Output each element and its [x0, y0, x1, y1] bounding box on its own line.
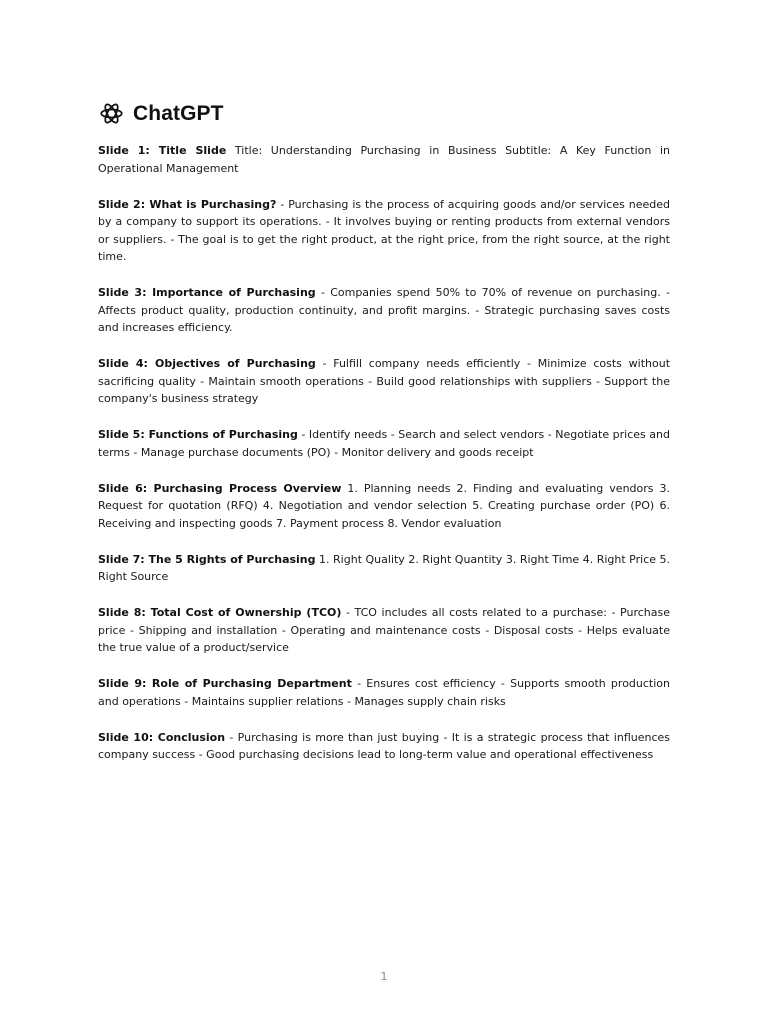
slide-text: - Fulfill company needs efficiently - Minimize costs without sacrificing quality - Maintain smooth operations - Build good relationships with suppliers - Support the company's business strategy	[98, 357, 671, 405]
slide-heading: Slide 3: Importance of Purchasing	[98, 286, 316, 299]
slide-paragraph-9	[98, 675, 670, 710]
slide-heading: Slide 1: Title Slide	[98, 144, 227, 157]
slide-heading: Slide 8: Total Cost of Ownership (TCO)	[98, 606, 342, 619]
slide-text: - Ensures cost efficiency - Supports smooth production and operations - Maintains supplier relations - Manages supply chain risks	[98, 677, 670, 708]
slide-heading: Slide 10: Conclusion	[98, 730, 226, 744]
slide-paragraph-8	[98, 604, 670, 657]
slide-text: - Purchasing is more than just buying - It is a strategic process that influences company success - Good purchasing decisions lead to long-term value and operational effectiveness	[98, 730, 671, 761]
brand-title: ChatGPT	[133, 101, 224, 125]
slide-heading: Slide 2: What is Purchasing?	[98, 197, 277, 211]
slide-paragraph-4	[98, 355, 670, 408]
slide-paragraph-1	[98, 142, 670, 177]
slide-paragraph-5	[98, 426, 670, 461]
slide-paragraph-6	[98, 480, 670, 533]
slide-heading: Slide 5: Functions of Purchasing	[98, 428, 298, 441]
slide-heading: Slide 4: Objectives of Purchasing	[98, 357, 316, 370]
slide-paragraph-7	[98, 551, 670, 586]
document-body	[98, 142, 670, 782]
slide-text: 1. Planning needs 2. Finding and evaluating vendors 3. Request for quotation (RFQ) 4. Negotiation and vendor selection 5. Creating purchase order (PO) 6. Receiving and inspecting goods 7. Payment process 8. Vendor evaluation	[98, 481, 670, 530]
slide-heading: Slide 9: Role of Purchasing Department	[98, 677, 352, 690]
slide-paragraph-3	[98, 284, 670, 337]
openai-logo-icon	[98, 100, 125, 127]
slide-paragraph-10	[98, 729, 670, 764]
slide-text: - Companies spend 50% to 70% of revenue on purchasing. - Affects product quality, production continuity, and profit margins. - Strategic purchasing saves costs and increases efficiency.	[98, 286, 671, 334]
slide-heading: Slide 6: Purchasing Process Overview	[98, 481, 342, 495]
page-number: 1	[380, 970, 388, 983]
document-header	[98, 100, 224, 127]
slide-paragraph-2	[98, 196, 670, 266]
slide-text: - Identify needs - Search and select vendors - Negotiate prices and terms - Manage purchase documents (PO) - Monitor delivery and goods receipt	[98, 428, 670, 459]
slide-text: 1. Right Quality 2. Right Quantity 3. Right Time 4. Right Price 5. Right Source	[98, 552, 670, 583]
slide-heading: Slide 7: The 5 Rights of Purchasing	[98, 552, 316, 566]
slide-text: - TCO includes all costs related to a purchase: - Purchase price - Shipping and installation - Operating and maintenance costs - Disposal costs - Helps evaluate the true value of a product/service	[98, 606, 670, 654]
slide-text: Title: Understanding Purchasing in Business Subtitle: A Key Function in Operational Management	[98, 144, 670, 175]
slide-text: - Purchasing is the process of acquiring goods and/or services needed by a company to support its operations. - It involves buying or renting products from external vendors or suppliers. - The goal is to get the right product, at the right price, from the right source, at the right time.	[98, 197, 671, 263]
